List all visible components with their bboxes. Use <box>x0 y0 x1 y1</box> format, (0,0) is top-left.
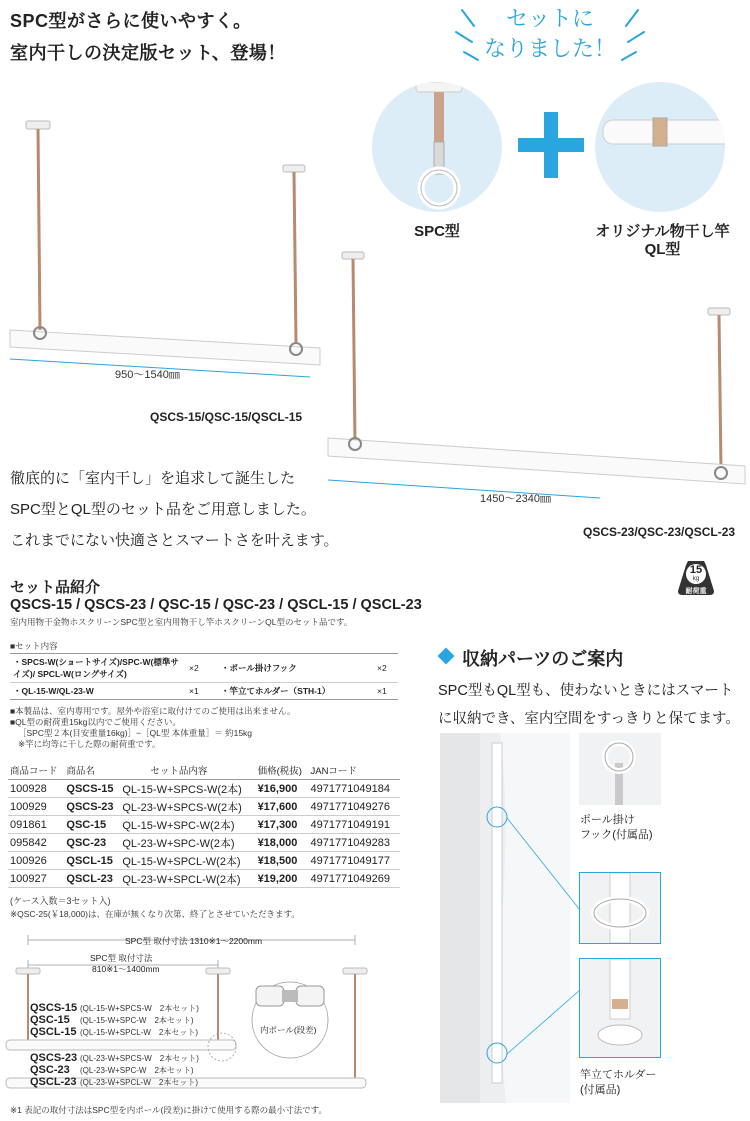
table-cell: 095842 <box>8 834 64 852</box>
storage-line2: に収納でき、室内空間をすっきりと保てます。 <box>438 711 740 727</box>
table-cell: QSC-23 <box>64 834 120 852</box>
plus-icon-v <box>544 112 558 178</box>
product-table-header <box>8 761 400 780</box>
hook-caption-1: ポール掛け <box>580 814 635 826</box>
discontinued-note: ※QSC-25(￥18,000)は、在庫が無くなり次第、終了とさせていただきます。 <box>10 909 300 919</box>
kit-qty: ×2 <box>189 663 199 673</box>
diagram-model-row <box>30 1075 199 1087</box>
caption-ql-line1: オリジナル物干し竿 <box>595 223 730 240</box>
diagram-model-row <box>30 1025 199 1037</box>
diagram-model-name: QSCS-15 <box>30 1002 78 1014</box>
diagram-model-row <box>30 1001 199 1013</box>
storage-title: 収納パーツのご案内 <box>462 649 624 669</box>
table-cell: QSCL-23 <box>64 870 120 888</box>
kit-header: ■セット内容 <box>10 641 58 651</box>
table-row <box>8 852 400 870</box>
hook-caption-2: フック(付属品) <box>580 829 653 841</box>
diagram-model-detail: (QL-23-W+SPCS-W 2本セット) <box>80 1054 199 1063</box>
table-cell: QSCS-23 <box>64 798 120 816</box>
kit-item: ・竿立てホルダー（STH-1） <box>221 686 331 696</box>
diagram-model-name: QSC-23 <box>30 1064 70 1076</box>
kit-qty: ×2 <box>377 663 387 673</box>
note-line: ※竿に均等に干した際の耐荷重です。 <box>18 739 161 749</box>
storage-line1: SPC型もQL型も、使わないときにはスマート <box>438 683 734 699</box>
table-cell: QL-23-W+SPCS-W(2本) <box>120 798 255 816</box>
kit-item: ・ポール掛けフック <box>221 663 297 673</box>
table-cell: 100927 <box>8 870 64 888</box>
kit-row <box>10 654 398 683</box>
diagram-dim-outer: SPC型 取付寸法 1310※1〜2200mm <box>125 936 263 946</box>
ql-pole-icon <box>595 82 725 212</box>
table-cell: 4971771049191 <box>308 816 400 834</box>
table-cell: 4971771049177 <box>308 852 400 870</box>
col-header: 価格(税抜) <box>256 761 309 780</box>
badge-unit: kg <box>692 576 700 582</box>
table-cell: QSCL-15 <box>64 852 120 870</box>
table-cell: ¥17,300 <box>256 816 309 834</box>
hook-detail-photo <box>579 872 661 944</box>
diagram-model-detail: (QL-23-W+SPC-W 2本セット) <box>80 1066 194 1075</box>
diamond-icon <box>438 648 455 665</box>
diagram-model-detail: (QL-15-W+SPCS-W 2本セット) <box>80 1004 199 1013</box>
hook-icon <box>579 733 661 805</box>
note-line: ■本製品は、室内専用です。屋外や浴室に取付けてのご使用は出来ません。 <box>10 706 296 716</box>
table-row <box>8 816 400 834</box>
spc-hanger-icon <box>372 82 502 212</box>
table-row <box>8 798 400 816</box>
diagram-model-name: QSCL-23 <box>30 1076 77 1088</box>
bubble <box>450 2 650 68</box>
caption-ql-line2: QL型 <box>644 241 681 258</box>
load-badge <box>676 557 716 597</box>
holder-icon <box>580 959 660 1057</box>
diagram-model-detail: (QL-23-W+SPCL-W 2本セット) <box>80 1078 199 1087</box>
table-cell: ¥19,200 <box>256 870 309 888</box>
table-row <box>8 834 400 852</box>
col-header: 商品コード <box>8 761 64 780</box>
kit-item: ・SPCS-W(ショートサイズ)/SPC-W(標準サイズ)/ SPCL-W(ロングサイズ) <box>13 657 179 679</box>
caption-spc: SPC型 <box>414 223 460 240</box>
table-cell: QL-15-W+SPCL-W(2本) <box>120 852 255 870</box>
long-set-illustration <box>320 248 750 518</box>
kit-item: ・QL-15-W/QL-23-W <box>13 686 94 696</box>
badge-label: 耐荷重 <box>685 588 707 595</box>
kit-row <box>10 683 398 700</box>
bubble-line2: なりました！ <box>483 36 616 61</box>
badge-number: 15 <box>689 564 703 576</box>
holder-photo <box>579 958 661 1058</box>
hook-detail-icon <box>580 873 660 943</box>
table-cell: QSCS-15 <box>64 780 120 798</box>
headline-line2: 室内干しの決定版セット、登場！ <box>10 43 286 63</box>
headline-line1: SPC型がさらに使いやすく。 <box>10 11 252 31</box>
table-row <box>8 870 400 888</box>
table-cell: QL-23-W+SPCL-W(2本) <box>120 870 255 888</box>
table-cell: 4971771049276 <box>308 798 400 816</box>
diagram-inner-pole: 内ポール(段差) <box>260 1025 317 1035</box>
table-cell: 4971771049184 <box>308 780 400 798</box>
footnote: ※1 表記の取付寸法はSPC型を内ポール(段差)に掛けて使用する際の最小寸法です。 <box>10 1105 328 1115</box>
note-line: ■QL型の耐荷重15kg以内でご使用ください。 <box>10 717 181 727</box>
intro-line1: 徹底的に「室内干し」を追求して誕生した <box>10 470 296 487</box>
set-intro-title: セット品紹介 <box>10 579 101 596</box>
diagram-model-detail: (QL-15-W+SPC-W 2本セット) <box>80 1016 194 1025</box>
table-cell: 091861 <box>8 816 64 834</box>
holder-caption-1: 竿立てホルダー <box>580 1069 657 1081</box>
table-cell: QL-23-W+SPC-W(2本) <box>120 834 255 852</box>
product-table <box>8 761 400 888</box>
table-cell: 100929 <box>8 798 64 816</box>
dimension-short: 950〜1540㎜ <box>115 369 180 381</box>
intro-line3: これまでにない快適さとスマートさを叶えます。 <box>10 532 339 549</box>
table-cell: 100928 <box>8 780 64 798</box>
bubble-line1: セットに <box>505 6 594 31</box>
diagram-dim-inner-1: SPC型 取付寸法 <box>90 953 153 963</box>
kit-table <box>10 653 398 700</box>
diagram-model-row <box>30 1063 199 1075</box>
table-cell: QSC-15 <box>64 816 120 834</box>
diagram-model-name: QSC-15 <box>30 1014 70 1026</box>
col-header: 商品名 <box>64 761 120 780</box>
kit-qty: ×1 <box>377 686 387 696</box>
kit-qty: ×1 <box>189 686 199 696</box>
table-cell: 4971771049269 <box>308 870 400 888</box>
diagram-model-row <box>30 1013 199 1025</box>
table-cell: ¥18,500 <box>256 852 309 870</box>
connector-lines <box>490 800 585 1120</box>
table-cell: QL-15-W+SPC-W(2本) <box>120 816 255 834</box>
case-note: (ケース入数＝3セット入) <box>10 896 111 906</box>
note-line: ［SPC型２本(目安重量16kg)］−［QL型 本体重量］＝ 約15kg <box>18 728 253 738</box>
intro-line2: SPC型とQL型のセット品をご用意しました。 <box>10 501 316 518</box>
model-long: QSCS-23/QSC-23/QSCL-23 <box>583 525 736 539</box>
table-cell: ¥16,900 <box>256 780 309 798</box>
table-cell: ¥18,000 <box>256 834 309 852</box>
short-set-illustration <box>0 115 330 385</box>
diagram-model-detail: (QL-15-W+SPCL-W 2本セット) <box>80 1028 199 1037</box>
dimension-long: 1450〜2340㎜ <box>480 493 551 505</box>
table-row <box>8 780 400 798</box>
set-intro-models: QSCS-15 / QSCS-23 / QSC-15 / QSC-23 / QSCL-15 / QSCL-23 <box>10 597 422 613</box>
holder-caption-2: (付属品) <box>580 1084 621 1096</box>
spc-product-circle <box>372 82 502 212</box>
diagram-group-23 <box>30 1051 199 1087</box>
set-intro-desc: 室内用物干金物ホスクリーンSPC型と室内用物干し竿ホスクリーンQL型のセット品です。 <box>10 617 353 627</box>
diagram-model-name: QSCS-23 <box>30 1052 78 1064</box>
ql-product-circle <box>595 82 725 212</box>
table-cell: ¥17,600 <box>256 798 309 816</box>
diagram-model-row <box>30 1051 199 1063</box>
diagram-dim-inner-2: 810※1〜1400mm <box>92 964 160 974</box>
table-cell: QL-15-W+SPCS-W(2本) <box>120 780 255 798</box>
diagram-model-name: QSCL-15 <box>30 1026 77 1038</box>
table-cell: 4971771049283 <box>308 834 400 852</box>
hook-photo <box>579 733 661 805</box>
col-header: JANコード <box>308 761 400 780</box>
col-header: セット品内容 <box>120 761 255 780</box>
model-short: QSCS-15/QSC-15/QSCL-15 <box>150 410 303 424</box>
table-cell: 100926 <box>8 852 64 870</box>
diagram-group-15 <box>30 1001 199 1037</box>
